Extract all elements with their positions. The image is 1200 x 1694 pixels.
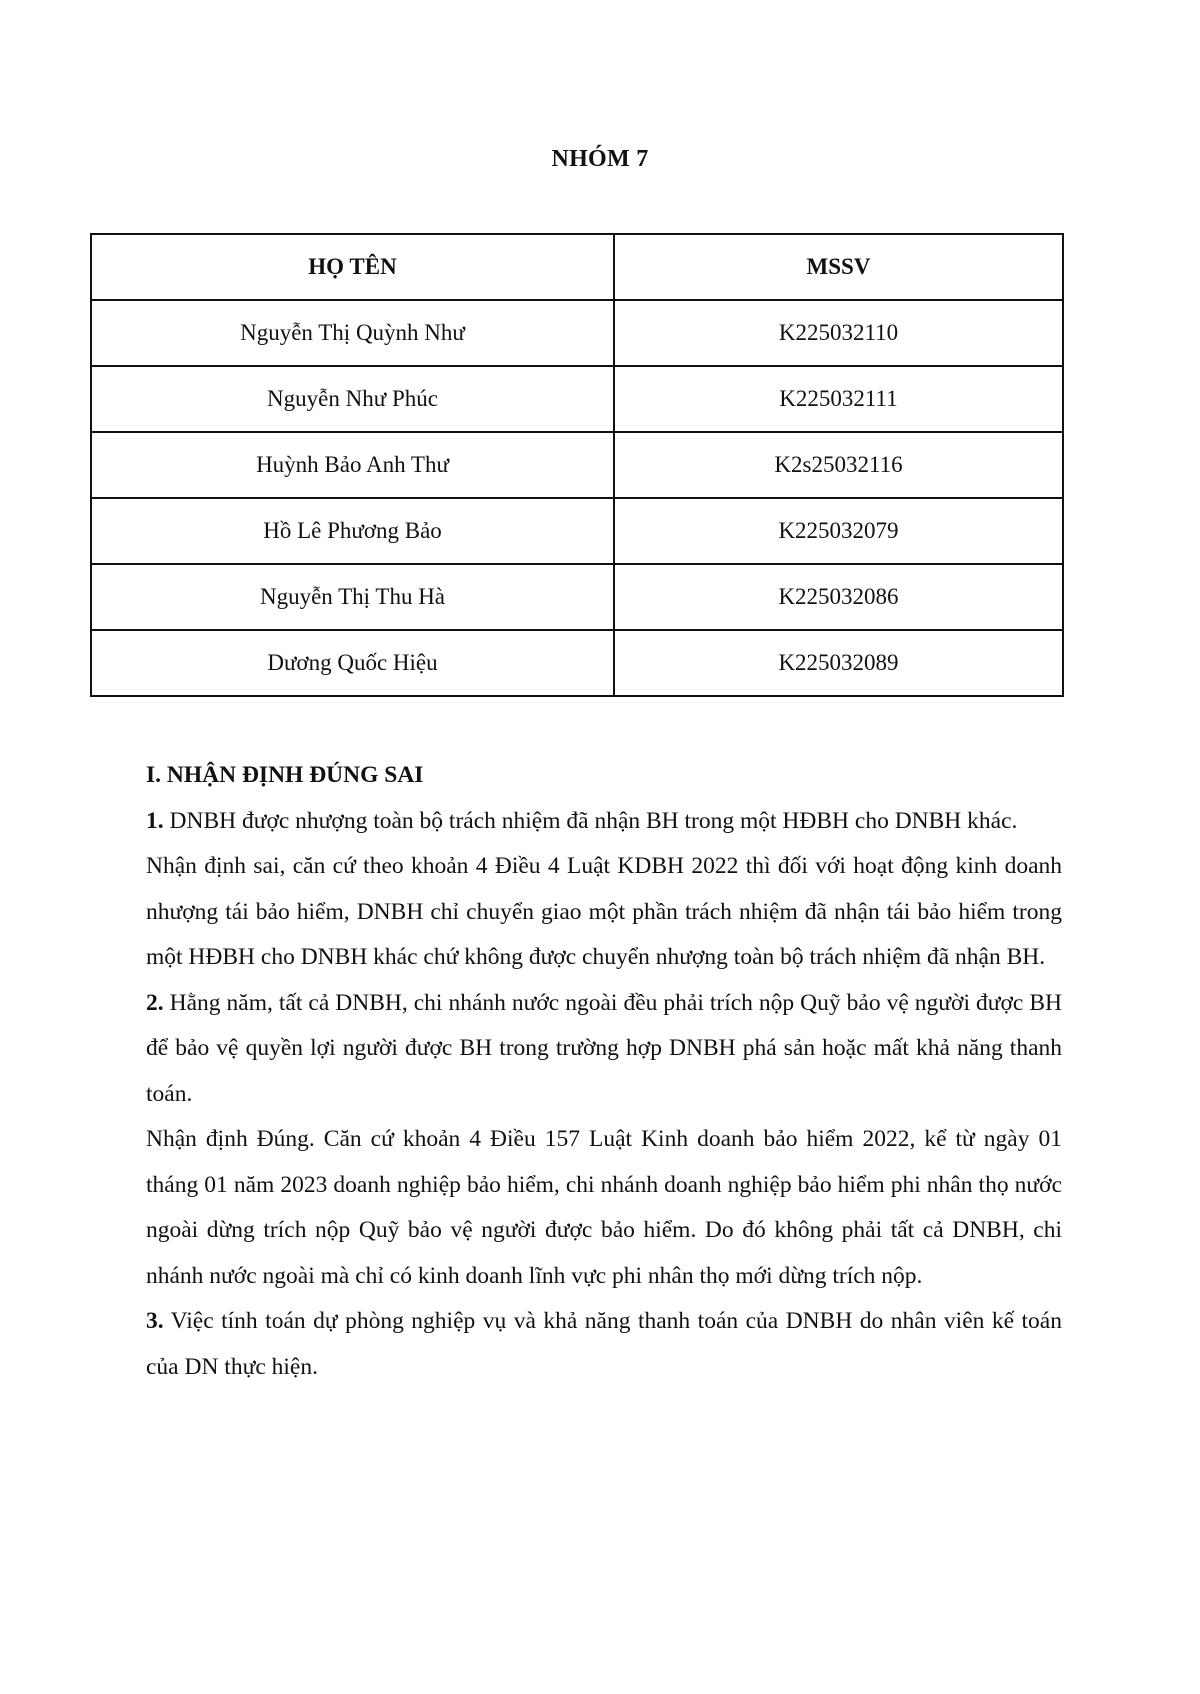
- member-student-id: K225032111: [614, 366, 1063, 432]
- member-name: Nguyễn Như Phúc: [91, 366, 614, 432]
- question-1: [146, 799, 1062, 845]
- question-number: 2.: [146, 989, 164, 1016]
- member-student-id: K225032089: [614, 630, 1063, 696]
- member-name: Nguyễn Thị Thu Hà: [91, 564, 614, 630]
- answer-1: Nhận định sai, căn cứ theo khoản 4 Điều 4 Luật KDBH 2022 thì đối với hoạt động kinh doanh nhượng tái bảo hiểm, DNBH chỉ chuyển giao một phần trách nhiệm đã nhận tái bảo hiểm trong một HĐBH cho DNBH khác chứ không được chuyển nhượng toàn bộ trách nhiệm đã nhận BH.: [146, 853, 1062, 970]
- member-student-id: K225032079: [614, 498, 1063, 564]
- table-row: [91, 300, 1063, 366]
- column-header-name: HỌ TÊN: [91, 234, 614, 300]
- member-student-id: K2s25032116: [614, 432, 1063, 498]
- question-text: DNBH được nhượng toàn bộ trách nhiệm đã nhận BH trong một HĐBH cho DNBH khác.: [163, 807, 1018, 834]
- table-header-row: [91, 234, 1063, 300]
- group-title: NHÓM 7: [551, 146, 649, 172]
- section-content: [146, 753, 1062, 1390]
- member-student-id: K225032086: [614, 564, 1063, 630]
- table-row: [91, 498, 1063, 564]
- question-2: [146, 981, 1062, 1118]
- answer-2: Nhận định Đúng. Căn cứ khoản 4 Điều 157 Luật Kinh doanh bảo hiểm 2022, kể từ ngày 01 tháng 01 năm 2023 doanh nghiệp bảo hiểm, chi nhánh doanh nghiệp bảo hiểm phi nhân thọ nước ngoài dừng trích nộp Quỹ bảo vệ người được bảo hiểm. Do đó không phải tất cả DNBH, chi nhánh nước ngoài mà chỉ có kinh doanh lĩnh vực phi nhân thọ mới dừng trích nộp.: [146, 1126, 1062, 1289]
- section-heading: I. NHẬN ĐỊNH ĐÚNG SAI: [146, 762, 424, 788]
- question-number: 3.: [146, 1308, 164, 1334]
- table-row: [91, 630, 1063, 696]
- member-name: Hồ Lê Phương Bảo: [91, 498, 614, 564]
- table-row: [91, 432, 1063, 498]
- question-text: Việc tính toán dự phòng nghiệp vụ và khả năng thanh toán của DNBH do nhân viên kế toán của DN thực hiện.: [146, 1308, 1062, 1380]
- members-table: [90, 233, 1064, 697]
- question-3: [146, 1299, 1062, 1390]
- member-name: Dương Quốc Hiệu: [91, 630, 614, 696]
- member-name: Nguyễn Thị Quỳnh Như: [91, 300, 614, 366]
- table-row: [91, 366, 1063, 432]
- question-number: 1.: [146, 807, 164, 834]
- question-text: Hằng năm, tất cả DNBH, chi nhánh nước ngoài đều phải trích nộp Quỹ bảo vệ người được BH để bảo vệ quyền lợi người được BH trong trường hợp DNBH phá sản hoặc mất khả năng thanh toán.: [146, 989, 1062, 1107]
- table-row: [91, 564, 1063, 630]
- member-student-id: K225032110: [614, 300, 1063, 366]
- member-name: Huỳnh Bảo Anh Thư: [91, 432, 614, 498]
- column-header-student-id: MSSV: [614, 234, 1063, 300]
